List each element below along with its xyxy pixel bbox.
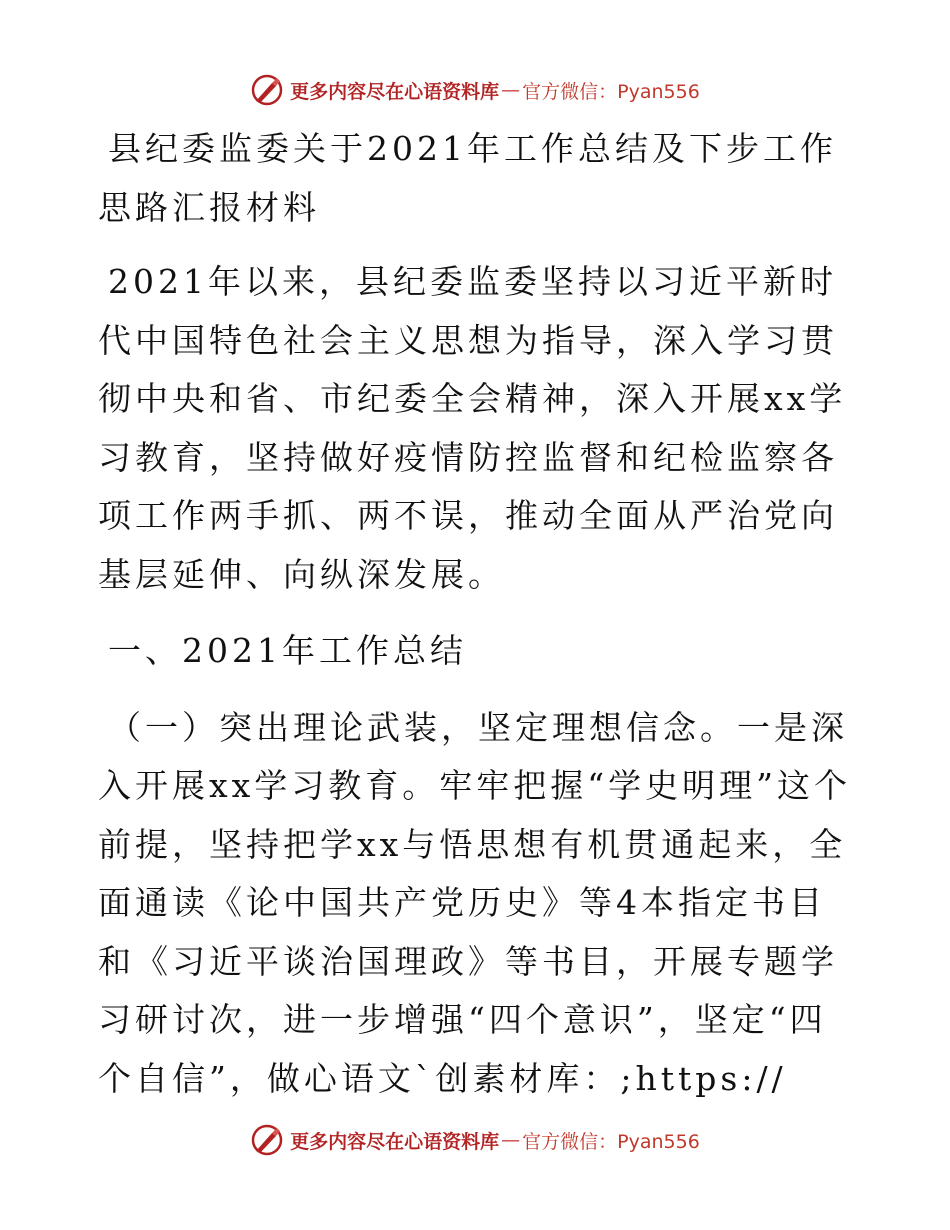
watermark-banner-top xyxy=(0,70,950,110)
watermark-banner-bottom xyxy=(0,1120,950,1160)
section-heading: 一、2021年工作总结 xyxy=(108,631,467,670)
watermark-promo-text: 更多内容尽在心语资料库 xyxy=(290,80,500,103)
pen-logo-icon xyxy=(250,73,284,107)
document-title: 县纪委监委关于2021年工作总结及下步工作思路汇报材料 xyxy=(98,129,837,227)
watermark-promo-text: 更多内容尽在心语资料库 xyxy=(290,1130,500,1153)
watermark-wechat-text: 官方微信：Pyan556 xyxy=(522,80,700,103)
watermark-separator: — xyxy=(501,1129,521,1151)
intro-paragraph: 2021年以来，县纪委监委坚持以习近平新时代中国特色社会主义思想为指导，深入学习贯彻中央和省、市纪委全会精神，深入开展xx学习教育，坚持做好疫情防控监督和纪检监察各项工作两手抓、两不误，推动全面从严治党向基层延伸、向纵深发展。 xyxy=(98,262,847,594)
watermark-separator: — xyxy=(501,79,521,101)
pen-logo-icon xyxy=(250,1123,284,1157)
section-paragraph: （一）突出理论武装，坚定理想信念。一是深入开展xx学习教育。牢牢把握“学史明理”这个前提，坚持把学xx与悟思想有机贯通起来，全面通读《论中国共产党历史》等4本指定书目和《习近平谈治国理政》等书目，开展专题学习研讨次，进一步增强“四个意识”，坚定“四个自信”，做心语文`创素材库：;https:// xyxy=(98,707,851,1098)
watermark-wechat-text: 官方微信：Pyan556 xyxy=(522,1130,700,1153)
document-body xyxy=(98,120,858,1108)
